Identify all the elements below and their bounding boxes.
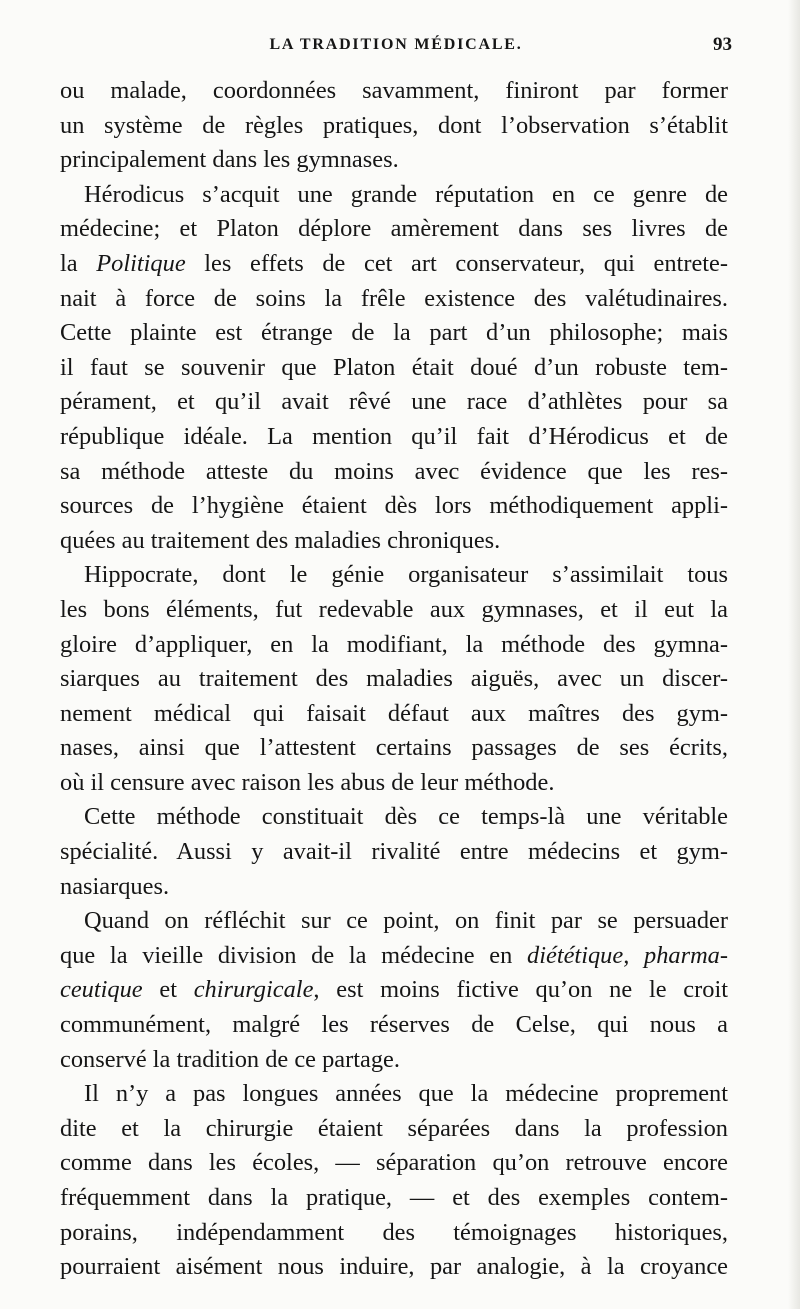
italic-term: chirurgicale [193, 976, 314, 1004]
text-segment: et [142, 976, 194, 1004]
page-number: 93 [713, 34, 732, 55]
text-line: fréquemment dans la pratique, — et des exemples contem- [60, 1184, 728, 1211]
text-line [60, 247, 728, 282]
running-title: LA TRADITION MÉDICALE. [269, 36, 523, 53]
text-line: spécialité. Aussi y avait-il rivalité entre médecins et gym- [60, 838, 728, 866]
text-line: il faut se souvenir que Platon était doué d’un robuste tem- [60, 353, 728, 381]
text-line: gloire d’appliquer, en la modifiant, la méthode des gymna- [60, 630, 728, 658]
text-line: comme dans les écoles, — séparation qu’on retrouve encore [60, 1149, 728, 1177]
text-line: où il censure avec raison les abus de leur méthode. [60, 768, 555, 796]
text-line [60, 973, 728, 1008]
text-line [60, 939, 728, 974]
text-line: Hippocrate, dont le génie organisateur s’assimilait tous [84, 561, 728, 589]
text-line: un système de règles pratiques, dont l’observation s’établit [60, 111, 728, 139]
text-line: Quand on réfléchit sur ce point, on finit par se persuader [84, 907, 728, 935]
page-header [60, 30, 732, 62]
text-segment: la [60, 249, 97, 277]
text-line: médecine; et Platon déplore amèrement dans ses livres de [60, 215, 728, 243]
italic-term: ceutique [60, 976, 143, 1004]
text-line: Hérodicus s’acquit une grande réputation en ce genre de [84, 180, 728, 208]
text-line: ou malade, coordonnées savamment, finiront par former [60, 77, 728, 104]
text-line: Cette plainte est étrange de la part d’un philosophe; mais [60, 319, 728, 347]
text-line: Il n’y a pas longues années que la médecine proprement [84, 1080, 728, 1108]
text-line: pourraient aisément nous induire, par analogie, à la croyance [60, 1253, 728, 1281]
text-line: nases, ainsi que l’attestent certains passages de ses écrits, [60, 734, 728, 762]
text-line: porains, indépendamment des témoignages historiques, [60, 1218, 728, 1246]
text-segment: , est moins fictive qu’on ne le croit [313, 976, 728, 1004]
text-line: conservé la tradition de ce partage. [60, 1045, 400, 1073]
text-segment: que la vieille division de la médecine en [60, 941, 528, 969]
text-line: nement médical qui faisait défaut aux maîtres des gym- [60, 699, 728, 727]
text-line: pérament, et qu’il avait rêvé une race d’athlètes pour sa [60, 388, 728, 416]
text-line: nasiarques. [60, 872, 170, 900]
text-segment: les effets de cet art conservateur, qui entrete- [185, 249, 728, 277]
text-line: siarques au traitement des maladies aiguës, avec un discer- [60, 665, 728, 693]
text-line: république idéale. La mention qu’il fait d’Hérodicus et de [60, 422, 728, 450]
text-line: sa méthode atteste du moins avec évidence que les res- [60, 457, 728, 485]
italic-term: diététique, pharma- [527, 941, 729, 969]
text-line: quées au traitement des maladies chroniques. [60, 526, 501, 554]
text-line: nait à force de soins la frêle existence des valétudinaires. [60, 284, 728, 312]
italic-term: Politique [96, 249, 186, 277]
text-line: dite et la chirurgie étaient séparées dans la profession [60, 1114, 728, 1142]
text-line: les bons éléments, fut redevable aux gymnases, et il eut la [60, 595, 728, 623]
text-line: Cette méthode constituait dès ce temps-là une véritable [84, 803, 728, 831]
page-edge-shadow [788, 0, 800, 1309]
text-line: principalement dans les gymnases. [60, 146, 399, 174]
text-line: communément, malgré les réserves de Celse, qui nous a [60, 1011, 728, 1039]
text-line: sources de l’hygiène étaient dès lors méthodiquement appli- [60, 492, 728, 520]
body-text [60, 74, 728, 1285]
